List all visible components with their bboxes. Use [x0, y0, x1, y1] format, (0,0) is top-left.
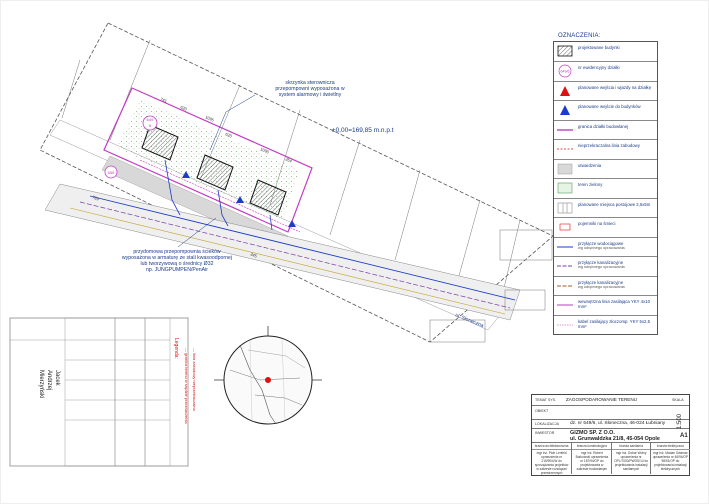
tb-temat: ZAGOSPODAROWANIE TERENU — [566, 397, 637, 402]
legend-symbol-parking — [556, 201, 574, 215]
tb-role-head: branża architektoniczna — [532, 443, 571, 450]
tb-inwestor-addr: ul. Grunwaldzka 21/8, 45-054 Opole — [570, 436, 660, 442]
left-legend — [173, 318, 203, 468]
legend-item — [554, 276, 657, 296]
legend-label — [578, 163, 656, 168]
box-note-line: skrzynka sterownicza — [285, 80, 335, 86]
pump-note-line: np. JUNGPUMPEN/PenAir — [146, 267, 208, 273]
street-label: ul. Słoneczna — [454, 312, 485, 330]
legend-symbol-paving — [556, 162, 574, 176]
svg-text:1095: 1095 — [204, 114, 215, 123]
legend-label-text: kabel zasilający złoczomp. YKY 5x2,5 mm² — [578, 318, 650, 329]
legend-label — [578, 280, 656, 290]
svg-text:1090: 1090 — [259, 146, 270, 155]
legend-item — [554, 159, 657, 179]
tb-role-head: branża konstrukcyjna — [572, 443, 611, 450]
legend-label-text: granica działki budowlanej — [578, 123, 629, 129]
left-legend-line: — linia zabudowy nieprzekraczalna — [192, 348, 197, 411]
legend — [553, 41, 658, 335]
tb-role-cell — [650, 443, 690, 474]
legend-item — [554, 120, 657, 140]
legend-label-text: wewnętrzna linia zasilająca YKY 4x10 mm² — [578, 299, 650, 310]
legend-symbol-sewer2 — [556, 279, 574, 293]
legend-label-text: planowane wejścia i wjazdy na działkę — [578, 84, 652, 90]
legend-item — [554, 139, 657, 159]
legend-sublabel: wg odrębnego opracowania — [578, 245, 625, 250]
tb-sheet-no: A1 — [680, 433, 688, 439]
legend-label — [578, 202, 656, 207]
author-block — [36, 370, 66, 460]
tb-scale: 1:500 — [677, 413, 683, 429]
author-line: Jacek — [54, 370, 60, 386]
tb-label: OBIEKT — [535, 409, 549, 413]
legend-symbol-building-hatch — [556, 44, 574, 58]
legend-item — [554, 198, 657, 218]
legend-symbol-blue-triangle — [556, 103, 574, 117]
svg-text:741: 741 — [159, 96, 168, 104]
legend-label — [578, 65, 656, 70]
legend-item — [554, 100, 657, 120]
legend-sublabel: wg odrębnego opracowania — [578, 284, 625, 289]
tb-label: TEMAT SYS. — [535, 398, 557, 402]
legend-label-text: przyłącze kanalizacyjne — [578, 260, 624, 266]
legend-label — [578, 241, 656, 251]
title-block — [531, 394, 690, 476]
left-legend-head: Legenda: — [173, 338, 179, 359]
legend-label — [578, 124, 656, 129]
legend-item — [554, 42, 657, 61]
legend-label-text: nieprzekraczalna linia zabudowy — [578, 143, 640, 149]
legend-symbol-parcel-circle — [556, 64, 574, 78]
svg-text:620: 620 — [179, 104, 188, 112]
legend-symbol-power — [556, 298, 574, 312]
svg-text:345: 345 — [249, 251, 258, 259]
pump-note-line: przydomowa przepompownia ścieków — [133, 249, 221, 255]
left-legend-line: — granica terenu w rzędzie przeznaczenia — [184, 348, 189, 424]
legend-symbol-water — [556, 240, 574, 254]
legend-label — [578, 45, 656, 50]
legend-symbol-green — [556, 181, 574, 195]
author-line: Mierzyński — [38, 370, 44, 399]
legend-item — [554, 81, 657, 101]
legend-symbol-power2 — [556, 318, 574, 332]
box-note — [250, 80, 370, 98]
svg-text:620: 620 — [224, 131, 233, 139]
tb-label: INWESTOR — [535, 431, 555, 435]
legend-symbol-magenta-line — [556, 123, 574, 137]
svg-text:739: 739 — [91, 194, 100, 202]
legend-item — [554, 295, 657, 315]
legend-item — [554, 256, 657, 276]
legend-symbol-bins — [556, 220, 574, 234]
legend-label-text: przyłącze kanalizacyjne — [578, 279, 624, 285]
legend-label — [578, 221, 656, 226]
tb-roles — [532, 442, 689, 475]
tb-row-inwestor — [532, 428, 689, 443]
legend-label — [578, 319, 656, 329]
legend-label — [578, 104, 656, 109]
legend-label-text: nr ewidencyjny działki — [578, 65, 620, 71]
legend-label — [578, 182, 656, 187]
tb-role-cell — [611, 443, 651, 474]
tb-role-cell — [571, 443, 611, 474]
legend-label — [578, 260, 656, 270]
legend-item — [554, 61, 657, 81]
author-line: Andrzej — [46, 370, 52, 391]
svg-text:649: 649 — [146, 117, 154, 122]
legend-symbol-red-triangle — [556, 84, 574, 98]
legend-title: OZNACZENIA: — [558, 33, 601, 39]
tb-inwestor: GIZMO SP. Z O.O. — [570, 430, 615, 436]
legend-label-text: projektowane budynki — [578, 45, 620, 50]
svg-text:6: 6 — [148, 123, 152, 128]
pump-note — [82, 249, 272, 273]
svg-text:655: 655 — [107, 170, 115, 175]
legend-label-text: pojemniki na śmieci — [578, 221, 616, 227]
legend-label — [578, 143, 656, 148]
legend-item — [554, 315, 657, 335]
tb-role-head: branża sanitarna — [612, 443, 651, 450]
tb-label: LOKALIZACJA — [535, 422, 559, 426]
legend-sublabel: wg odrębnego opracowania — [578, 265, 625, 270]
legend-label-text: teren zielony — [578, 182, 603, 188]
location-map — [214, 326, 322, 424]
tb-role-body: mgr inż. Robert Borkowski uprawnienia nr 187/94/OP do projektowania w zakresie budowlanym — [575, 451, 609, 471]
tb-role-body: mgr inż. Dobar Wolny uprawnienia nr OPL/7000/PWOS/14 do projektowania instalacji sanitarnych — [614, 451, 649, 471]
legend-item — [554, 217, 657, 237]
tb-row-obiekt — [532, 405, 689, 420]
legend-label-text: przyłącze wodociągowe — [578, 240, 624, 246]
pump-note-line: wyposażona w armaturę ze stali kwasoodpornej — [121, 255, 233, 261]
legend-symbol-dash-line — [556, 142, 574, 156]
elevation-label: ±0,00=169,85 m.n.p.t — [332, 127, 394, 134]
legend-label — [578, 299, 656, 309]
tb-role-head: branża elektryczna — [651, 443, 690, 450]
pump-note-line: lub tworzywową o średnicy Ø32 — [140, 261, 214, 267]
legend-symbol-sewer — [556, 259, 574, 273]
svg-text:354: 354 — [284, 156, 293, 164]
tb-role-body: mgr inż. Marian Szłamar uprawnienia nr 46/94/OP 98/91/OP do projektowania instalacji elektrycznych — [652, 451, 689, 471]
tb-role-body: mgr inż. Piotr Lenfeld uprawnienia nr 215/90/UW do sporządzania projektów w zakresie rozwiązań przestrzennych — [534, 451, 569, 475]
legend-label — [578, 85, 656, 90]
legend-item — [554, 237, 657, 257]
parcel-code-symbol: 649/6 — [560, 69, 570, 74]
tb-row-temat — [532, 395, 689, 405]
box-note-line: przepompowni wyposażona w — [275, 86, 345, 92]
tb-role-cell — [532, 443, 571, 474]
legend-label-text: utwardzenia — [578, 162, 602, 168]
legend-label-text: planowane wejście do budynków — [578, 104, 641, 110]
tb-label: SKALA — [672, 398, 684, 402]
legend-label-text: planowane miejsca postojowe 2,5x5m — [578, 201, 651, 207]
box-note-line: system alarmowy i świetlny — [278, 92, 342, 98]
tb-lokalizacja: dz. nr 649/6, ul. Słoneczna, 46-024 Łubniany — [570, 421, 666, 426]
legend-item — [554, 178, 657, 198]
